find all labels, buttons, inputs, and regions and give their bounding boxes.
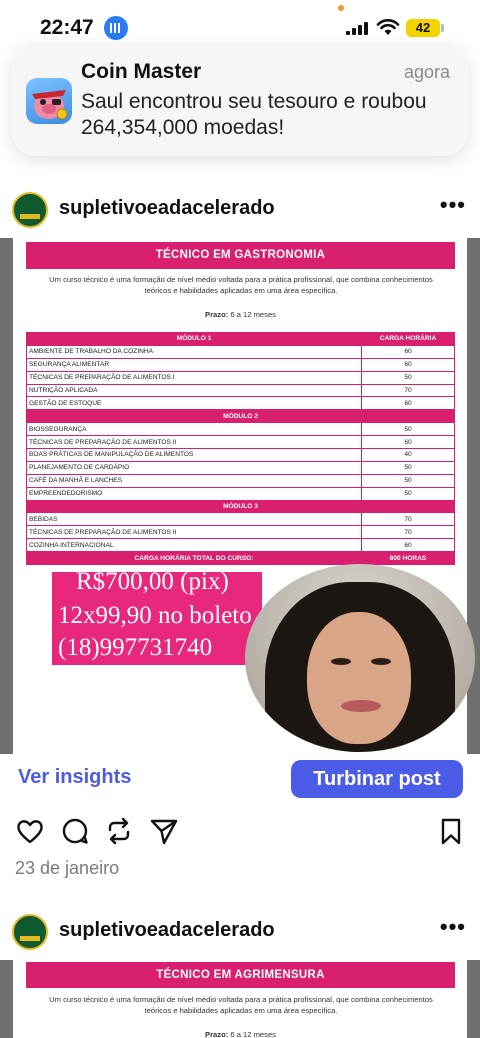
table-row-label: BEBIDAS [27, 513, 362, 526]
post-header [0, 182, 480, 238]
save-icon[interactable] [436, 816, 466, 846]
table-row [27, 474, 455, 487]
table-row-hours: 70 [362, 513, 455, 526]
table-row-hours: 50 [362, 487, 455, 500]
total-row [27, 552, 455, 565]
table-row [27, 345, 455, 358]
table-row-hours: 70 [362, 526, 455, 539]
next-prazo-value: 6 a 12 meses [230, 1030, 276, 1038]
notification-app-name: Coin Master [81, 60, 202, 83]
cellular-signal-icon [346, 21, 372, 35]
table-row [27, 513, 455, 526]
table-row-hours: 50 [362, 461, 455, 474]
presenter-eye-right [371, 658, 391, 665]
price-installments: 12x99,90 no boleto [58, 602, 252, 629]
next-document-description: Um curso técnico é uma formação de nível médio voltada para a prática profissional, que combina conhecimentos teóricos e habilidades aplicadas em uma área específica. [49, 995, 433, 1015]
post-date: 23 de janeiro [15, 858, 120, 878]
heart-icon[interactable] [15, 816, 45, 846]
table-row-label: GESTÃO DE ESTOQUE [27, 397, 362, 410]
prazo-label: Prazo: [205, 310, 229, 319]
table-row-hours: 50 [362, 371, 455, 384]
next-prazo-label: Prazo: [205, 1030, 229, 1038]
module-header-row-label: MÓDULO 1 [27, 333, 362, 346]
siri-icon [104, 16, 128, 40]
table-row [27, 384, 455, 397]
table-row-hours: 40 [362, 449, 455, 462]
table-row [27, 436, 455, 449]
table-row-hours: 60 [362, 397, 455, 410]
avatar[interactable] [12, 192, 48, 228]
post-image[interactable] [0, 238, 480, 754]
table-row-label: EMPREENDEDORISMO [27, 487, 362, 500]
table-row-label: PLANEJAMENTO DE CARDÁPIO [27, 461, 362, 474]
document-title: TÉCNICO EM GASTRONOMIA [26, 242, 455, 269]
next-post-username[interactable]: supletivoeadacelerado [59, 919, 275, 941]
price-pix: R$700,00 (pix) [76, 568, 229, 595]
next-document-sheet [13, 960, 467, 1038]
battery-level: 42 [415, 20, 431, 35]
phone-number: (18)997731740 [58, 634, 213, 661]
total-row-hours: 800 HORAS [362, 552, 455, 565]
total-row-label: CARGA HORÁRIA TOTAL DO CURSO: [27, 552, 362, 565]
table-row-hours: 60 [362, 436, 455, 449]
table-row-hours: 50 [362, 423, 455, 436]
privacy-indicator [338, 5, 344, 11]
wifi-icon [376, 18, 400, 36]
module-section-row [27, 410, 455, 423]
table-row-label: TÉCNICAS DE PREPARAÇÃO DE ALIMENTOS II [27, 436, 362, 449]
post-promo-row [0, 758, 480, 802]
table-row-hours: 60 [362, 539, 455, 552]
table-row-label: CAFÉ DA MANHÃ E LANCHES [27, 474, 362, 487]
table-row [27, 539, 455, 552]
table-row-label: BIOSSEGURANÇA [27, 423, 362, 436]
boost-post-button[interactable]: Turbinar post [291, 760, 463, 798]
document-description: Um curso técnico é uma formação de nível médio voltada para a prática profissional, que combina conhecimentos teóricos e habilidades aplicadas em uma área específica. [49, 275, 433, 295]
notification-message: Saul encontrou seu tesouro e roubou 264,354,000 moedas! [81, 90, 427, 139]
more-options-icon[interactable]: ••• [439, 192, 466, 217]
next-document-title: TÉCNICO EM AGRIMENSURA [26, 962, 455, 988]
table-row-hours: 60 [362, 345, 455, 358]
battery-icon [406, 19, 440, 37]
table-row-label: SEGURANÇA ALIMENTAR [27, 358, 362, 371]
presenter-eye-left [331, 658, 351, 665]
post-username[interactable]: supletivoeadacelerado [59, 197, 275, 219]
battery-tip [441, 24, 444, 32]
table-row [27, 449, 455, 462]
table-row-hours: 70 [362, 384, 455, 397]
next-post-image[interactable] [0, 960, 480, 1038]
table-row-label: TÉCNICAS DE PREPARAÇÃO DE ALIMENTOS II [27, 526, 362, 539]
presenter-video-bubble [245, 564, 475, 752]
document-prazo [26, 310, 455, 319]
table-row [27, 423, 455, 436]
module-name: MÓDULO 2 [27, 410, 455, 423]
table-row-label: NUTRIÇÃO APLICADA [27, 384, 362, 397]
prazo-value: 6 a 12 meses [230, 310, 276, 319]
table-row-hours: 60 [362, 358, 455, 371]
table-row-label: BOAS PRÁTICAS DE MANIPULAÇÃO DE ALIMENTOS [27, 449, 362, 462]
module-header-row [27, 333, 455, 346]
table-row [27, 358, 455, 371]
repost-icon[interactable] [104, 816, 134, 846]
post-actions [0, 812, 480, 850]
status-time: 22:47 [40, 16, 94, 39]
table-row [27, 397, 455, 410]
module-section-row [27, 500, 455, 513]
module-header-row-hours: CARGA HORÁRIA [362, 333, 455, 346]
table-row-hours: 50 [362, 474, 455, 487]
push-notification[interactable] [12, 44, 468, 156]
table-row-label: TÉCNICAS DE PREPARAÇÃO DE ALIMENTOS I [27, 371, 362, 384]
presenter-lips [341, 700, 381, 712]
modules-table [26, 332, 455, 565]
table-row [27, 487, 455, 500]
table-row [27, 461, 455, 474]
next-post-header [0, 904, 480, 960]
comment-icon[interactable] [60, 816, 90, 846]
module-name: MÓDULO 3 [27, 500, 455, 513]
next-post-avatar[interactable] [12, 914, 48, 950]
notification-time: agora [403, 62, 450, 82]
coin-master-app-icon [26, 78, 72, 124]
next-document-prazo [26, 1030, 455, 1038]
table-row [27, 371, 455, 384]
share-icon[interactable] [149, 816, 179, 846]
view-insights-link[interactable]: Ver insights [18, 766, 132, 788]
next-post-more-options-icon[interactable]: ••• [439, 914, 466, 939]
table-row [27, 526, 455, 539]
table-row-label: AMBIENTE DE TRABALHO DA COZINHA [27, 345, 362, 358]
table-row-label: COZINHA INTERNACIONAL [27, 539, 362, 552]
presenter-face [307, 612, 411, 744]
